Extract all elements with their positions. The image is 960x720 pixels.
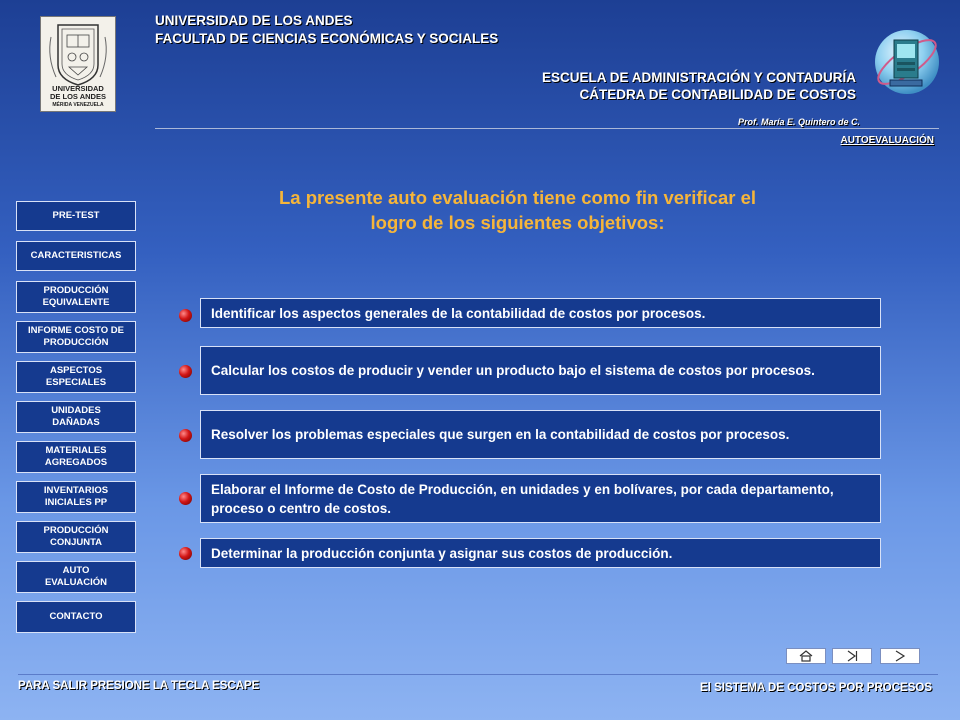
header-divider xyxy=(155,128,939,129)
objective-text: Calcular los costos de producir y vender un producto bajo el sistema de costos por procesos. xyxy=(211,363,815,378)
school-name: ESCUELA DE ADMINISTRACIÓN Y CONTADURÍA xyxy=(541,70,856,85)
globe-computer-icon xyxy=(870,18,944,104)
logo-text-mid: DE LOS ANDES xyxy=(50,92,106,101)
logo-text-top: UNIVERSIDAD xyxy=(52,84,104,93)
objective-item xyxy=(200,538,881,568)
intro-line-2: logro de los siguientes objetivos: xyxy=(370,212,665,233)
intro-line-1: La presente auto evaluación tiene como fin verificar el xyxy=(278,187,757,208)
nav-aspectos-especiales[interactable] xyxy=(16,361,136,393)
faculty-name: FACULTAD DE CIENCIAS ECONÓMICAS Y SOCIALES xyxy=(155,31,499,46)
objective-item xyxy=(200,474,881,523)
nav-contacto[interactable]: CONTACTO xyxy=(16,601,136,633)
objective-text: Resolver los problemas especiales que surgen en la contabilidad de costos por procesos. xyxy=(211,427,790,442)
nav-auto-evaluacion-label: AUTO EVALUACIÓN xyxy=(44,565,108,588)
nav-materiales-agregados-label: MATERIALES AGREGADOS xyxy=(44,445,108,468)
chair-name: CÁTEDRA DE CONTABILIDAD DE COSTOS xyxy=(579,87,856,102)
objective-bullet-icon xyxy=(179,309,192,322)
home-icon xyxy=(799,650,813,662)
objective-bullet-icon xyxy=(179,429,192,442)
nav-auto-evaluacion[interactable] xyxy=(16,561,136,593)
objective-bullet-icon xyxy=(179,547,192,560)
nav-materiales-agregados[interactable] xyxy=(16,441,136,473)
intro-heading xyxy=(210,185,825,235)
footer-divider xyxy=(18,674,938,675)
university-name: UNIVERSIDAD DE LOS ANDES xyxy=(155,13,353,28)
objective-text: Elaborar el Informe de Costo de Producción, en unidades y en bolívares, por cada departamento, proceso o centro de costos. xyxy=(211,481,834,516)
last-page-button[interactable] xyxy=(832,648,872,664)
nav-unidades-danadas-label: UNIDADES DAÑADAS xyxy=(51,405,101,428)
nav-produccion-conjunta[interactable] xyxy=(16,521,136,553)
objective-bullet-icon xyxy=(179,365,192,378)
objective-item xyxy=(200,410,881,459)
university-logo xyxy=(40,16,116,112)
objective-item xyxy=(200,298,881,328)
home-button[interactable] xyxy=(786,648,826,664)
nav-informe-costo-label: INFORME COSTO DE PRODUCCIÓN xyxy=(28,325,124,348)
play-next-icon xyxy=(893,650,907,662)
nav-inventarios-iniciales-label: INVENTARIOS INICIALES PP xyxy=(43,485,109,508)
objective-bullet-icon xyxy=(179,492,192,505)
nav-produccion-equivalente[interactable] xyxy=(16,281,136,313)
nav-unidades-danadas[interactable] xyxy=(16,401,136,433)
objective-item xyxy=(200,346,881,395)
nav-inventarios-iniciales[interactable] xyxy=(16,481,136,513)
section-title: AUTOEVALUACIÓN xyxy=(840,135,934,146)
nav-aspectos-especiales-label: ASPECTOS ESPECIALES xyxy=(45,365,107,388)
logo-text-bottom: MÉRIDA VENEZUELA xyxy=(52,102,104,108)
nav-pre-test[interactable]: PRE-TEST xyxy=(16,201,136,231)
footer-exit-hint: PARA SALIR PRESIONE LA TECLA ESCAPE xyxy=(18,680,260,692)
skip-end-icon xyxy=(845,650,859,662)
nav-caracteristicas[interactable]: CARACTERISTICAS xyxy=(16,241,136,271)
objective-text: Determinar la producción conjunta y asignar sus costos de producción. xyxy=(211,545,673,561)
next-page-button[interactable] xyxy=(880,648,920,664)
objective-text: Identificar los aspectos generales de la contabilidad de costos por procesos. xyxy=(211,305,706,321)
professor-name: Prof. María E. Quintero de C. xyxy=(737,117,860,127)
footer-system-title: El SISTEMA DE COSTOS POR PROCESOS xyxy=(700,682,932,694)
nav-informe-costo[interactable] xyxy=(16,321,136,353)
nav-produccion-conjunta-label: PRODUCCIÓN CONJUNTA xyxy=(43,525,109,548)
nav-produccion-equivalente-label: PRODUCCIÓN EQUIVALENTE xyxy=(42,285,110,308)
